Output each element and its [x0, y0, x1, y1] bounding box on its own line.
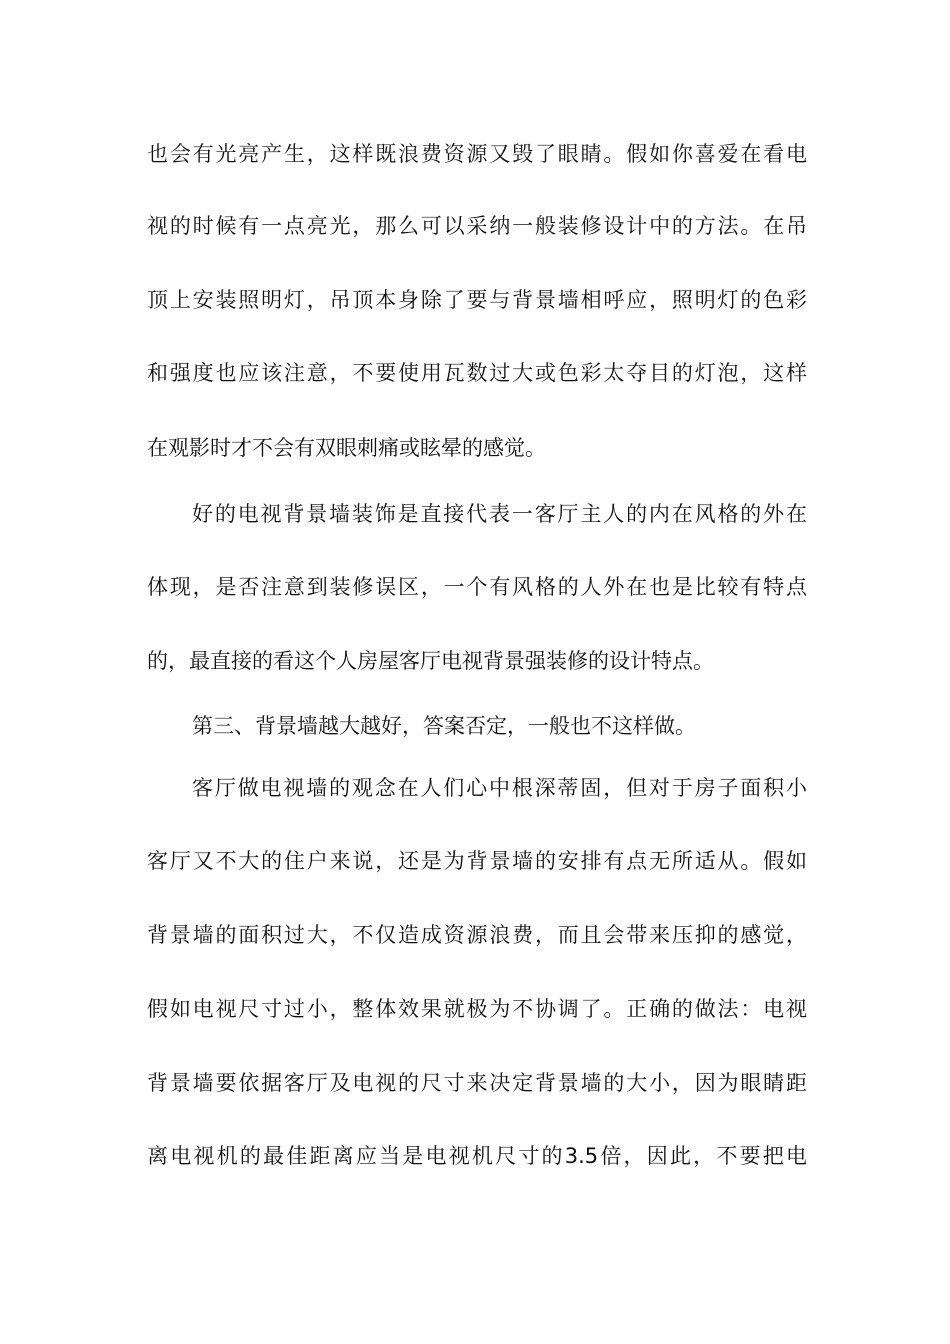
paragraph-start-line: 客厅做电视墙的观念在人们心中根深蒂固，但对于房子面积小 — [192, 776, 807, 800]
text-line: 体现，是否注意到装修误区，一个有风格的人外在也是比较有特点 — [147, 575, 807, 599]
text-line: 视的时候有一点亮光，那么可以采纳一般装修设计中的方法。在吊 — [147, 214, 807, 238]
text-line: 客厅又不大的住户来说，还是为背景墙的安排有点无所适从。假如 — [147, 849, 807, 873]
text-line: 假如电视尺寸过小，整体效果就极为不协调了。正确的做法：电视 — [147, 997, 807, 1021]
text-line: 的，最直接的看这个人房屋客厅电视背景强装修的设计特点。 — [147, 649, 714, 673]
text-line: 在观影时才不会有双眼刺痛或眩晕的感觉。 — [147, 436, 546, 460]
text-line: 背景墙的面积过大，不仅造成资源浪费，而且会带来压抑的感觉， — [147, 923, 807, 947]
paragraph-start-line: 好的电视背景墙装饰是直接代表一客厅主人的内在风格的外在 — [192, 502, 807, 526]
text-line: 也会有光亮产生，这样既浪费资源又毁了眼睛。假如你喜爱在看电 — [147, 142, 807, 166]
text-line: 顶上安装照明灯，吊顶本身除了要与背景墙相呼应，照明灯的色彩 — [147, 288, 807, 312]
text-line: 和强度也应该注意，不要使用瓦数过大或色彩太夺目的灯泡，这样 — [147, 361, 807, 385]
text-line: 背景墙要依据客厅及电视的尺寸来决定背景墙的大小，因为眼睛距 — [147, 1071, 807, 1095]
text-line: 离电视机的最佳距离应当是电视机尺寸的3.5倍，因此，不要把电 — [147, 1144, 807, 1168]
section-heading: 第三、背景墙越大越好，答案否定，一般也不这样做。 — [192, 714, 696, 738]
